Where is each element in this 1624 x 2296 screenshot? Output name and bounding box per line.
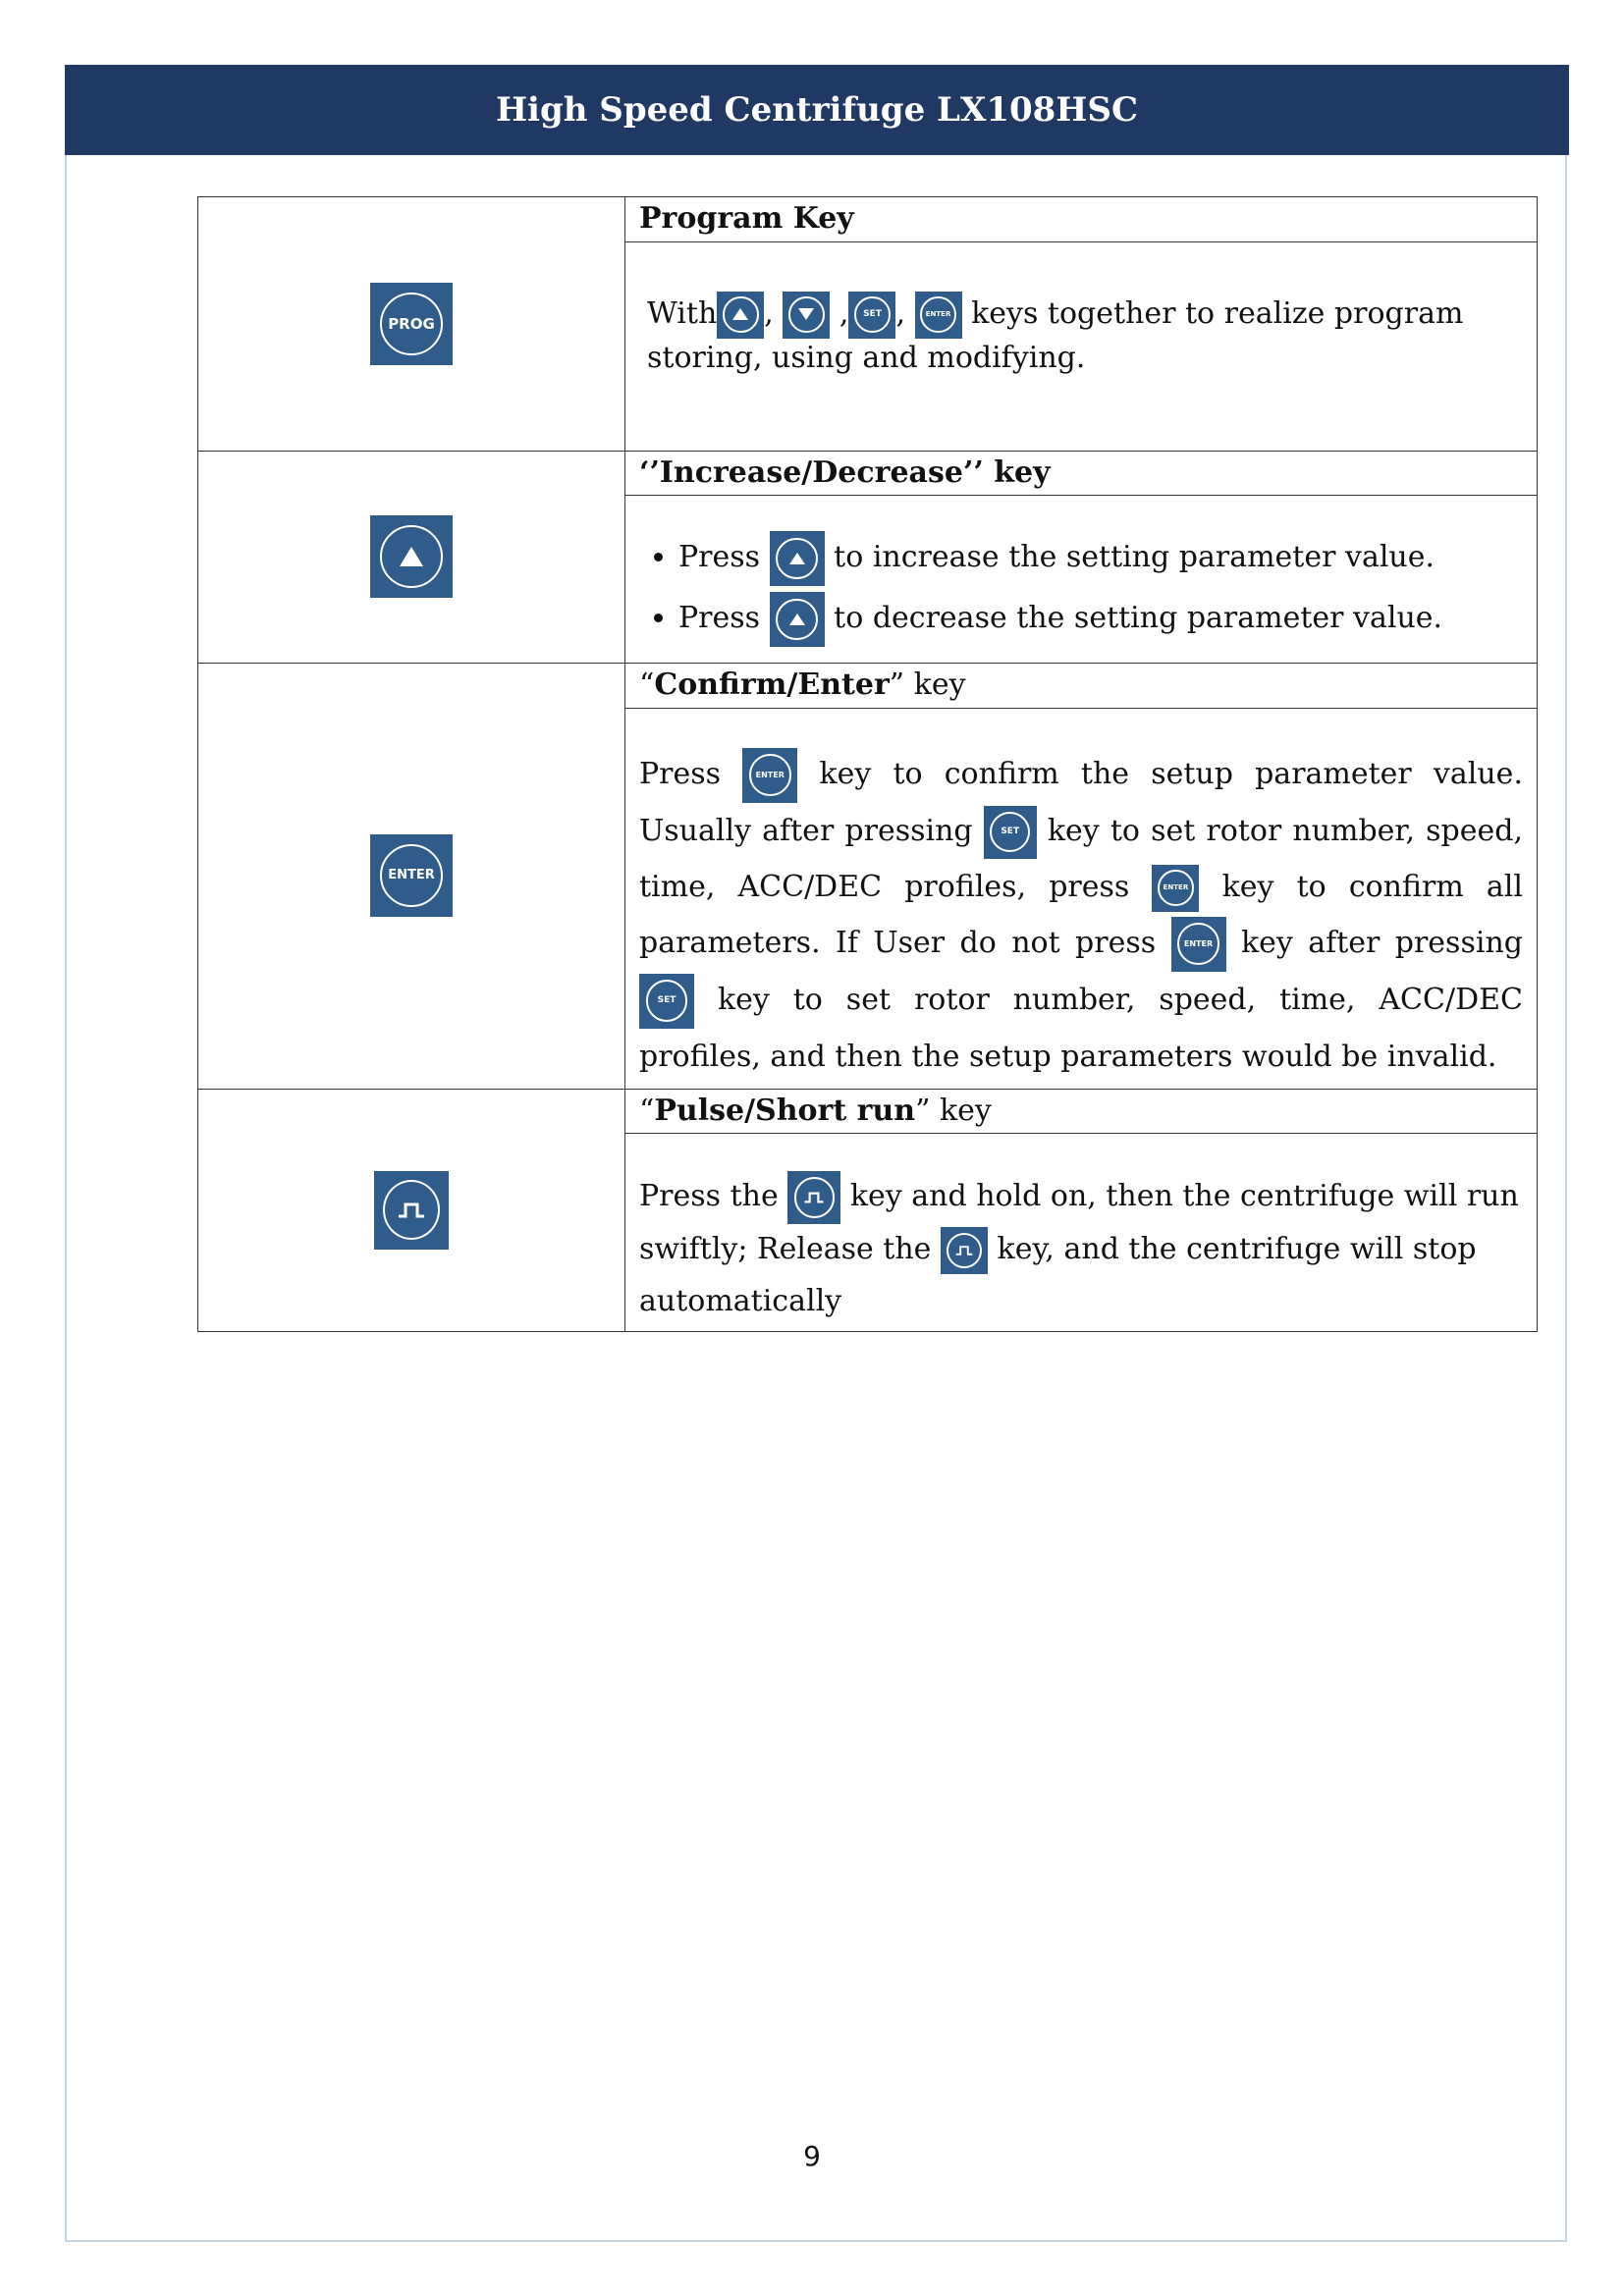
header-title: High Speed Centrifuge LX108HSC [495,90,1139,130]
up-key-icon [770,531,825,586]
table-row [198,197,1538,242]
set-key-icon: SET [984,806,1037,859]
row-body: With , , SET , ENTER keys together to realize program storing, using and modifying. [625,242,1537,383]
row-title-cell [625,197,1538,242]
enter-key-icon: ENTER [915,292,962,339]
pulse-key-icon [941,1227,988,1274]
up-key-icon [717,292,764,339]
row-body-cell [625,241,1538,451]
row-title: “Pulse/Short run” key [639,1093,992,1128]
key-table [197,196,1538,1332]
row-body: Press ENTER key to confirm the setup parameter value. Usually after pressing SET key to set rotor number, speed, time, ACC/DEC profiles, press ENTER key to confirm all parameters. If User do not press ENTER key after pressing SET key to set rotor number, speed, time, ACC/DEC profiles, and then the setup parameters would be invalid. [625,709,1537,1089]
down-key-icon [783,292,830,339]
table-row [198,664,1538,709]
list-item: • Press to increase the setting parameter value. [678,531,1523,586]
row-title: Program Key [639,201,854,236]
prog-key-icon: PROG [370,283,453,365]
row-title-cell [625,664,1538,709]
row-body-cell [625,496,1538,664]
row-title: “Confirm/Enter” key [639,667,966,702]
row-body-cell [625,708,1538,1089]
table-row [198,1089,1538,1134]
row-title-cell [625,451,1538,496]
set-key-icon: SET [639,974,694,1029]
row-title-cell [625,1089,1538,1134]
enter-key-icon: ENTER [1171,917,1226,972]
table-row [198,451,1538,496]
set-key-icon: SET [848,292,895,339]
page-header [65,65,1569,155]
up-key-icon [370,515,453,598]
enter-key-icon: ENTER [742,748,797,803]
icon-cell [198,197,625,452]
enter-key-icon: ENTER [1152,865,1199,912]
icon-cell [198,451,625,664]
icon-cell [198,664,625,1090]
row-body [625,496,1537,657]
pulse-key-icon [374,1171,449,1250]
row-title: ‘’Increase/Decrease’’ key [639,454,1051,490]
pulse-wave-icon [397,1200,426,1221]
icon-cell [198,1089,625,1332]
pulse-key-icon [787,1171,840,1224]
row-body-cell [625,1134,1538,1332]
up-key-icon [770,592,825,647]
enter-key-icon: ENTER [370,834,453,917]
page-number: 9 [803,2140,821,2172]
row-body: Press the key and hold on, then the centrifuge will run swiftly; Release the key, and the centrifuge will stop automatically [625,1134,1537,1331]
list-item: • Press to decrease the setting parameter value. [678,592,1523,647]
